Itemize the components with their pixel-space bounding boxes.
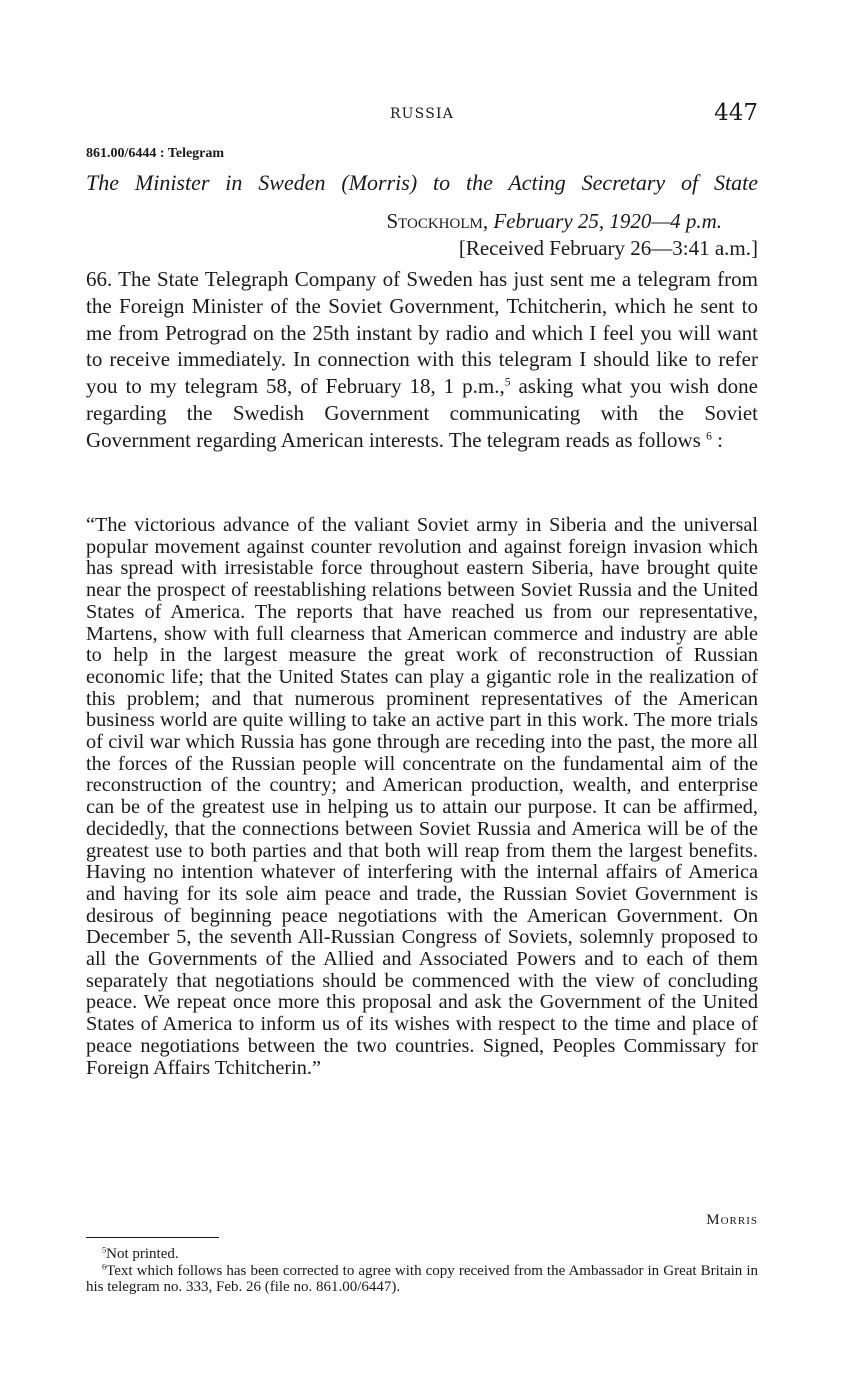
page-number: 447 [714,100,758,126]
telegram-body [86,266,758,454]
footnote-marker: 5 [102,1245,107,1255]
footnote-6 [86,1263,758,1296]
dateline [386,209,722,234]
footnote-text: Text which follows has been corrected to agree with copy received from the Ambassador in Great Britain in his telegram no. 333, Feb. 26 (file no. 861.00/6447). [86,1262,758,1295]
footnote-ref-5: 5 [504,376,511,389]
signature: Morris [706,1212,758,1228]
dateline-date: February 25, 1920—4 p.m. [493,209,722,233]
body-text-2: asking what you wish done regarding the Swedish Government communicating with the Soviet Government regarding American interests. The telegram reads as follows [86,374,758,452]
footnotes [86,1246,758,1296]
document-title: The Minister in Sweden (Morris) to the Acting Secretary of State [86,170,758,195]
body-text-3: : [717,427,723,452]
footnote-5 [86,1246,758,1263]
footnote-marker: 6 [102,1262,107,1272]
footnote-text: Not printed. [106,1246,179,1262]
body-text-1: 66. The State Telegraph Company of Sweden has just sent me a telegram from the Foreign Minister of the Soviet Government, Tchitcherin, which he sent to me from Petrograd on the 25th instant by radio and which I feel you will want to receive immediately. In connection with this telegram I should like to refer you to my telegram 58, of February 18, 1 p.m., [86,267,758,399]
footnote-divider [86,1237,219,1238]
quoted-telegram: “The victorious advance of the valiant Soviet army in Siberia and the universal popular movement against counter revolution and against foreign invasion which has spread with irresistable force throughout eastern Siberia, have brought quite near the prospect of reestablishing relations between Soviet Russia and the United States of America. The reports that have reached us from our representative, Martens, show with full clearness that American commerce and industry are able to help in the largest measure the great work of reconstruction of Russian economic life; that the United States can play a gigantic role in the realization of this problem; and that numerous prominent representatives of the American business world are quite willing to take an active part in this work. The more trials of civil war which Russia has gone through are receding into the past, the more all the forces of the Russian people will concentrate on the fundamental aim of the reconstruction of the country; and American production, wealth, and enterprise can be of the greatest use in helping us to attain our purpose. It can be affirmed, decidedly, that the connections between Soviet Russia and America will be of the greatest use to both parties and that both will reap from them the largest benefits. Having no intention whatever of interfering with the internal affairs of America and having for its sole aim peace and trade, the Russian Soviet Government is desirous of beginning peace negotiations with the American Government. On December 5, the seventh All-Russian Congress of Soviets, solemnly proposed to all the Governments of the Allied and Associated Powers and to each of them separately that negotiations should be commenced with the view of concluding peace. We repeat once more this proposal and ask the Government of the United States of America to inform us of its wishes with respect to the time and place of peace negotiations between the two countries. Signed, Peoples Commissary for Foreign Affairs Tchitcherin.” [86,514,758,1079]
document-page [86,0,758,1379]
running-head: RUSSIA [389,106,455,122]
dateline-place: Stockholm, [386,209,489,233]
file-reference: 861.00/6444 : Telegram [86,146,225,161]
received-note: [Received February 26—3:41 a.m.] [458,236,758,260]
footnote-ref-6: 6 [706,430,712,443]
page-header [86,100,758,130]
